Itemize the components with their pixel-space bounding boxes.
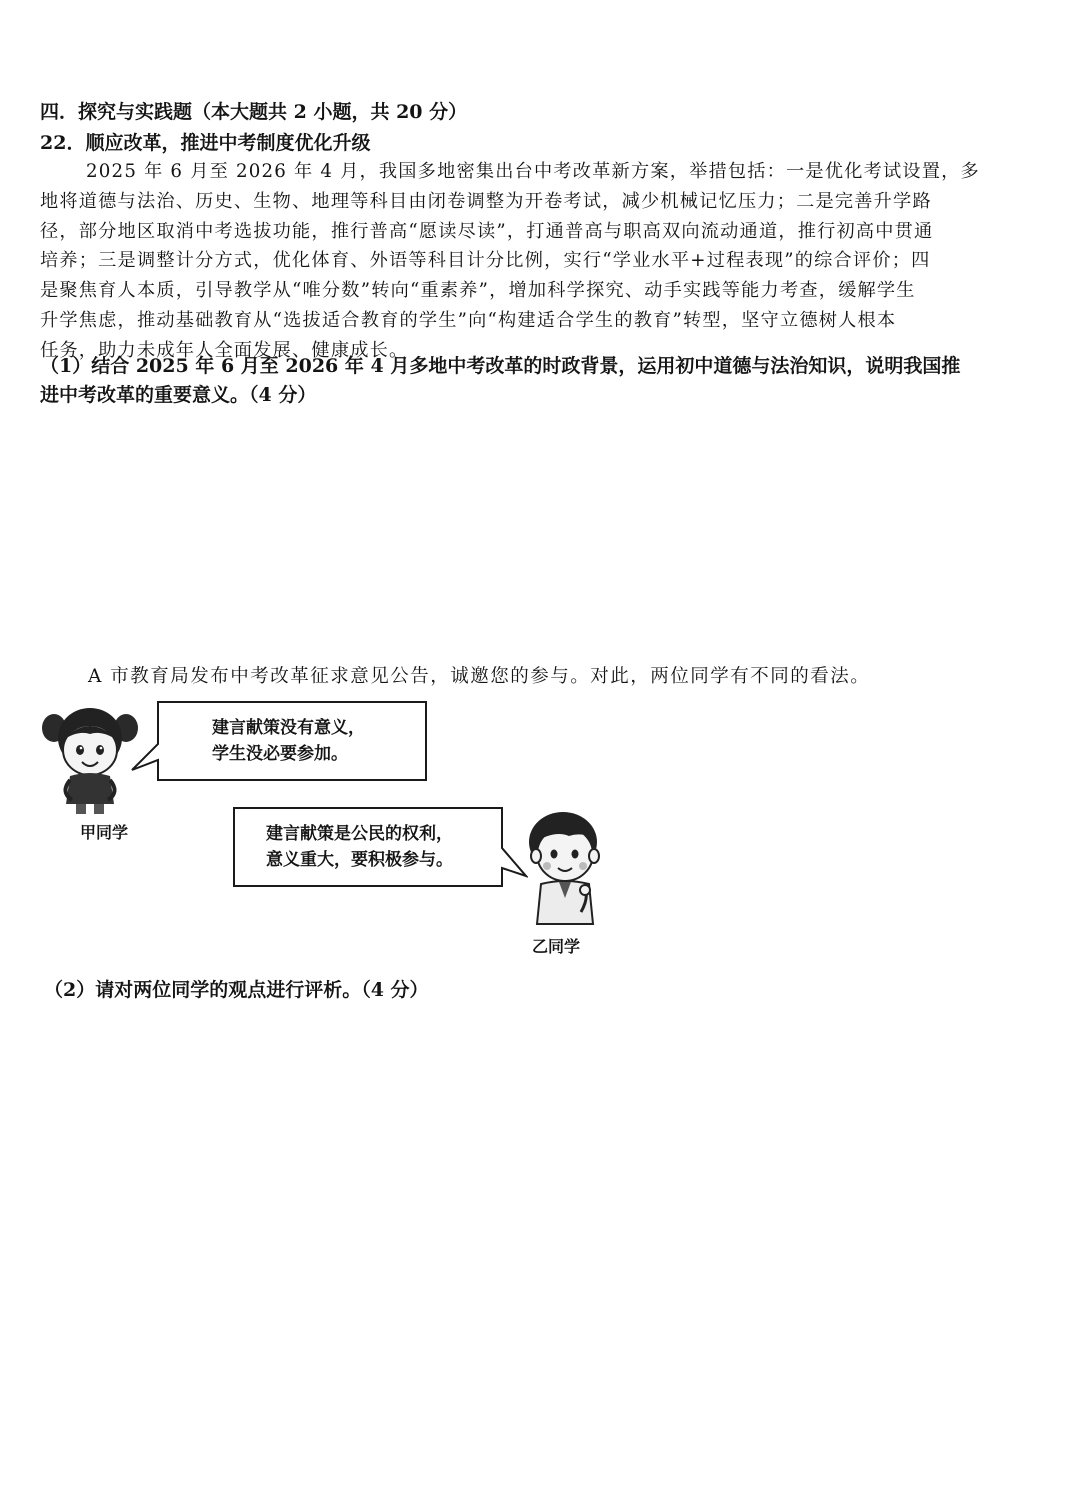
section-heading: 四．探究与实践题（本大题共 2 小题，共 20 分） <box>40 101 468 123</box>
sub-question-1-line: （1）结合 2025 年 6 月至 2026 年 4 月多地中考改革的时政背景，运用初中道德与法治知识，说明我国推 <box>40 355 961 377</box>
material-line: 是聚焦育人本质，引导教学从“唯分数”转向“重素养”，增加科学探究、动手实践等能力考查，缓解学生 <box>40 280 916 302</box>
material-line: 升学焦虑，推动基础教育从“选拔适合教育的学生”向“构建适合学生的教育”转型，坚守立德树人根本 <box>40 309 897 331</box>
student-a-label: 甲同学 <box>80 823 129 842</box>
student-b-boy-illustration <box>515 808 615 932</box>
scenario-intro: A 市教育局发布中考改革征求意见公告，诚邀您的参与。对此，两位同学有不同的看法。 <box>88 666 871 687</box>
question-title: 22．顺应改革，推进中考制度优化升级 <box>40 132 371 154</box>
student-a-speech-bubble <box>128 700 430 784</box>
student-b-label: 乙同学 <box>532 937 581 956</box>
student-a-speech-line: 建言献策没有意义， <box>212 718 365 738</box>
material-line: 2025 年 6 月至 2026 年 4 月，我国多地密集出台中考改革新方案，举措包括：一是优化考试设置，多 <box>86 161 980 182</box>
student-b-speech-bubble <box>232 806 528 890</box>
material-line: 地将道德与法治、历史、生物、地理等科目由闭卷调整为开卷考试，减少机械记忆压力；二是完善升学路 <box>40 190 932 212</box>
student-b-speech-line: 建言献策是公民的权利， <box>266 824 453 844</box>
sub-question-1 <box>40 352 1050 410</box>
sub-question-2: （2）请对两位同学的观点进行评析。（4 分） <box>44 979 429 1001</box>
material-line: 培养；三是调整计分方式，优化体育、外语等科目计分比例，实行“学业水平+过程表现”的综合评价；四 <box>40 250 931 272</box>
material-paragraph <box>40 157 1048 366</box>
material-line: 径，部分地区取消中考选拔功能，推行普高“愿读尽读”，打通普高与职高双向流动通道，推行初高中贯通 <box>40 220 934 242</box>
sub-question-1-line: 进中考改革的重要意义。（4 分） <box>40 384 317 406</box>
student-b-speech-line: 意义重大，要积极参与。 <box>266 850 453 870</box>
material-line: 任务，助力未成年人全面发展、健康成长。 <box>40 339 409 361</box>
student-a-girl-illustration <box>40 700 140 818</box>
student-a-speech-line: 学生没必要参加。 <box>212 744 348 764</box>
